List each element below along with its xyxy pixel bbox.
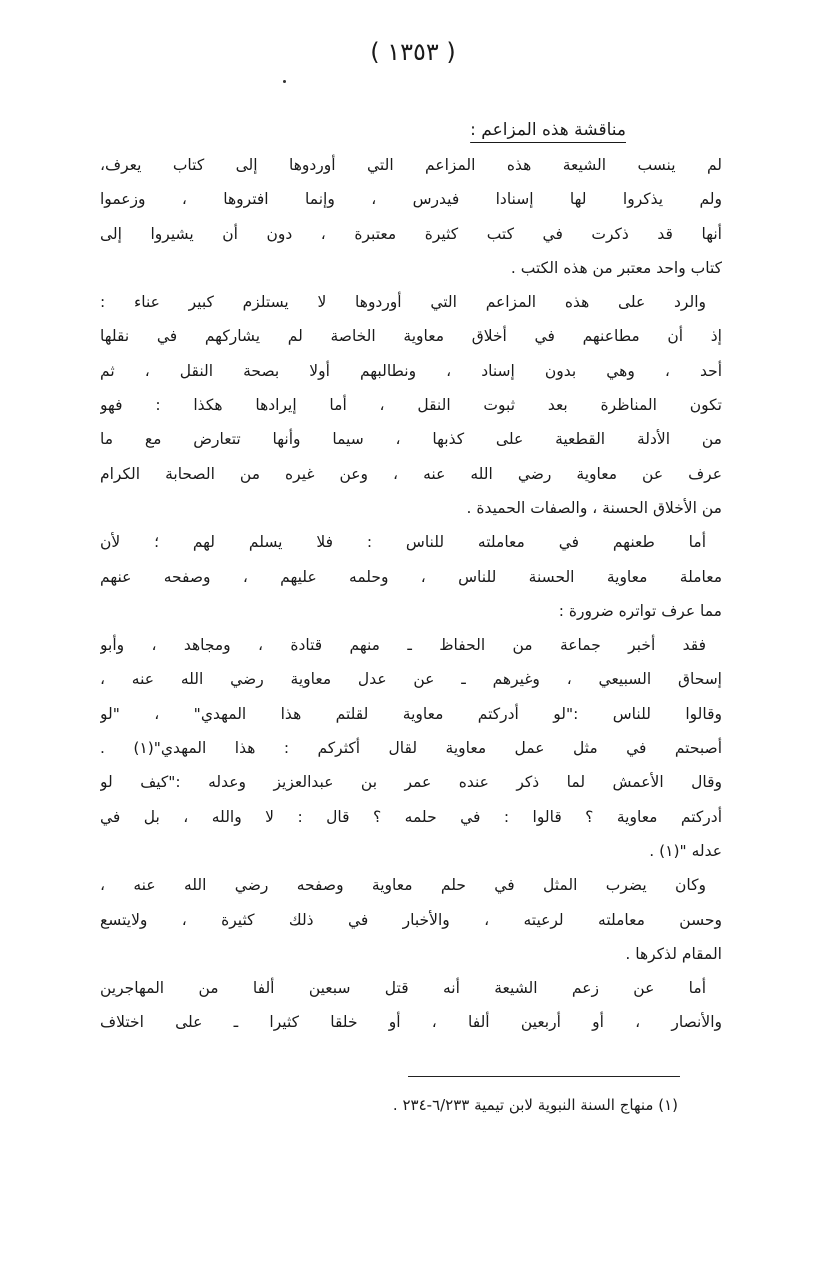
text-line: أما طعنهم في معاملته للناس : فلا يسلم لهم ؛ لأن bbox=[100, 533, 706, 552]
text-line: كتاب واحد معتبر من هذه الكتب . bbox=[510, 258, 722, 277]
body-text bbox=[100, 148, 722, 1040]
section-heading: مناقشة هذه المزاعم : bbox=[470, 120, 626, 140]
text-line: وقال الأعمش لما ذكر عنده عمر بن عبدالعزيز وعدله :"كيف لو bbox=[100, 773, 722, 792]
page-number: ( ١٣٥٣ ) bbox=[370, 38, 456, 66]
text-line: إذ أن مطاعنهم في أخلاق معاوية الخاصة لم يشاركهم في نقلها bbox=[100, 327, 722, 346]
text-line: أنها قد ذكرت في كتب كثيرة معتبرة ، دون أن يشيروا إلى bbox=[100, 224, 722, 243]
text-line: وقالوا للناس :"لو أدركتم معاوية لقلتم هذا المهدي" ، "لو bbox=[100, 704, 722, 723]
text-line: من الأخلاق الحسنة ، والصفات الحميدة . bbox=[466, 498, 722, 517]
footnote: (١) منهاج السنة النبوية لابن تيمية ٦/٢٣٣-٢٣٤ . bbox=[392, 1096, 678, 1114]
text-line: والأنصار ، أو أربعين ألفا ، أو خلقا كثيرا ـ على اختلاف bbox=[100, 1013, 722, 1032]
text-line: معاملة معاوية الحسنة للناس ، وحلمه عليهم ، وصفحه عنهم bbox=[100, 567, 722, 586]
footnote-divider bbox=[408, 1076, 680, 1077]
text-line: عدله "(١) . bbox=[649, 841, 722, 860]
text-line: ولم يذكروا لها إسنادا فيدرس ، وإنما افتروها ، وزعموا bbox=[100, 190, 722, 209]
text-line: إسحاق السبيعي ، وغيرهم ـ عن عدل معاوية رضي الله عنه ، bbox=[100, 670, 722, 689]
text-line: تكون المناظرة بعد ثبوت النقل ، أما إيرادها هكذا : فهو bbox=[100, 396, 722, 415]
text-line: فقد أخبر جماعة من الحفاظ ـ منهم قتادة ، ومجاهد ، وأبو bbox=[100, 636, 706, 655]
text-line: عرف عن معاوية رضي الله عنه ، وعن غيره من الصحابة الكرام bbox=[100, 464, 722, 483]
text-line: والرد على هذه المزاعم التي أوردوها لا يستلزم كبير عناء : bbox=[100, 293, 706, 312]
text-line: المقام لذكرها . bbox=[625, 944, 722, 963]
text-line: أصبحتم في مثل عمل معاوية لقال أكثركم : هذا المهدي"(١) . bbox=[100, 739, 722, 758]
text-line: وكان يضرب المثل في حلم معاوية وصفحه رضي الله عنه ، bbox=[100, 876, 706, 895]
text-line: أحد ، وهي بدون إسناد ، ونطالبهم أولا بصحة النقل ، ثم bbox=[100, 361, 722, 380]
text-line: مما عرف تواتره ضرورة : bbox=[558, 601, 722, 620]
text-line: أما عن زعم الشيعة أنه قتل سبعين ألفا من المهاجرين bbox=[100, 979, 706, 998]
text-line: وحسن معاملته لرعيته ، والأخبار في ذلك كثيرة ، ولايتسع bbox=[100, 910, 722, 929]
scan-speck bbox=[283, 80, 286, 83]
text-line: لم ينسب الشيعة هذه المزاعم التي أوردوها إلى كتاب يعرف، bbox=[100, 156, 722, 174]
text-line: من الأدلة القطعية على كذبها ، سيما وأنها تتعارض مع ما bbox=[100, 430, 722, 449]
text-line: أدركتم معاوية ؟ قالوا : في حلمه ؟ قال : لا والله ، بل في bbox=[100, 807, 722, 826]
